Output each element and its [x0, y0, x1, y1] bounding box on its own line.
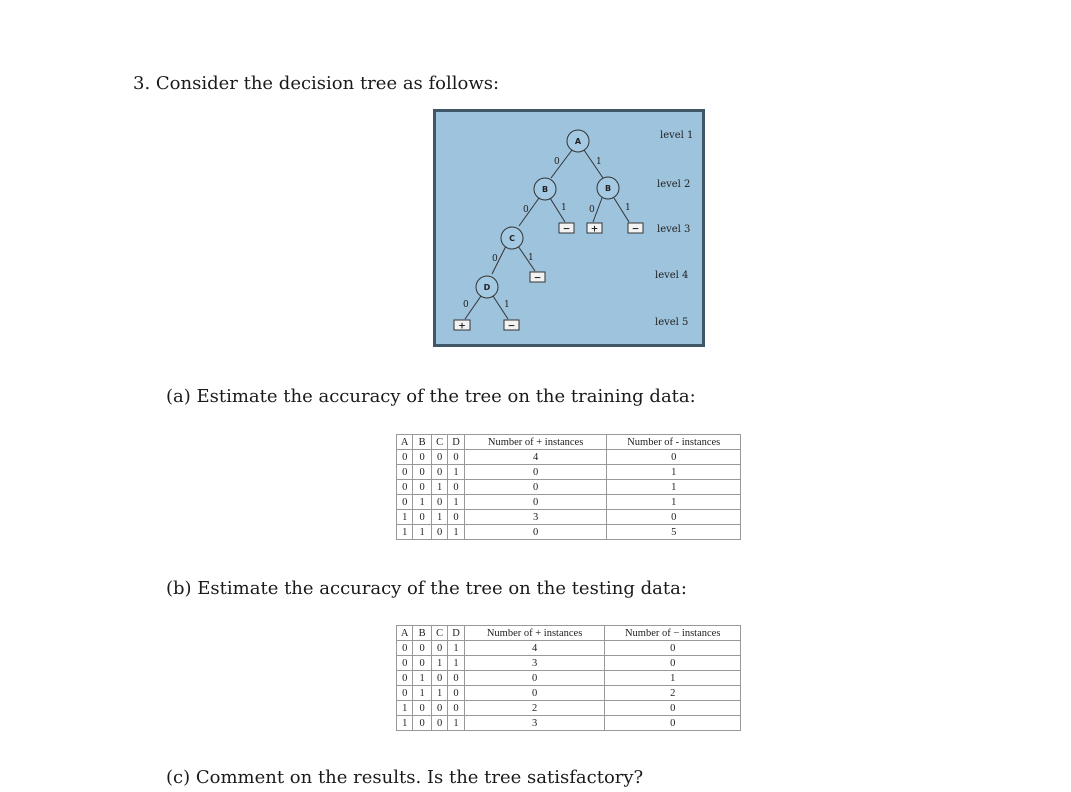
leaf-d-right-label: −	[507, 321, 516, 332]
table-cell: 1	[448, 641, 464, 656]
table-cell: 1	[413, 686, 431, 701]
table-cell: 0	[607, 450, 741, 465]
decision-tree-figure	[433, 109, 705, 347]
table-cell: 2	[605, 686, 741, 701]
table-cell: 4	[464, 450, 607, 465]
table-header-row	[397, 435, 741, 450]
table-row	[397, 656, 741, 671]
table-cell: 1	[397, 510, 413, 525]
leaf-br-left-label: +	[590, 224, 599, 235]
table-cell: 5	[607, 525, 741, 540]
table-cell: 0	[413, 450, 431, 465]
header-plus-count: Number of + instances	[464, 435, 607, 450]
part-b-prompt: (b) Estimate the accuracy of the tree on the testing data:	[166, 578, 687, 599]
table-cell: 0	[431, 465, 447, 480]
table-cell: 0	[431, 716, 447, 731]
table-cell: 0	[605, 641, 741, 656]
testing-table-body	[397, 641, 741, 731]
table-cell: 0	[464, 671, 605, 686]
table-cell: 0	[413, 716, 431, 731]
table-cell: 1	[397, 525, 413, 540]
header-a: A	[397, 435, 413, 450]
leaf-c-right-label: −	[533, 273, 542, 284]
edge-label-bl-right: 1	[561, 203, 567, 213]
table-cell: 0	[397, 480, 413, 495]
table-cell: 0	[464, 465, 607, 480]
testing-data-table	[396, 625, 741, 731]
node-d-label: D	[483, 283, 491, 292]
table-cell: 1	[448, 656, 464, 671]
table-row	[397, 525, 741, 540]
table-cell: 1	[397, 701, 413, 716]
table-cell: 0	[607, 510, 741, 525]
table-cell: 0	[431, 525, 447, 540]
leaf-br-right-label: −	[631, 224, 640, 235]
table-row	[397, 465, 741, 480]
table-row	[397, 495, 741, 510]
header-b: B	[413, 626, 431, 641]
node-c-label: C	[509, 234, 515, 243]
edge-bl-c	[519, 198, 539, 226]
edge-label-a-left: 0	[554, 157, 560, 167]
table-cell: 0	[397, 656, 413, 671]
leaf-bl-right-label: −	[562, 224, 571, 235]
level-label-5: level 5	[655, 317, 689, 328]
table-cell: 1	[448, 495, 464, 510]
table-row	[397, 480, 741, 495]
table-cell: 0	[397, 450, 413, 465]
table-cell: 1	[431, 480, 447, 495]
table-cell: 0	[464, 525, 607, 540]
table-row	[397, 671, 741, 686]
table-cell: 1	[431, 656, 447, 671]
level-label-4: level 4	[655, 270, 689, 281]
level-label-1: level 1	[660, 130, 694, 141]
table-cell: 1	[448, 465, 464, 480]
edge-label-d-left: 0	[463, 300, 469, 310]
table-cell: 0	[448, 671, 464, 686]
table-cell: 1	[413, 671, 431, 686]
table-cell: 0	[413, 480, 431, 495]
table-cell: 0	[605, 656, 741, 671]
training-table-body	[397, 450, 741, 540]
table-header-row	[397, 626, 741, 641]
table-cell: 0	[448, 701, 464, 716]
table-cell: 0	[605, 716, 741, 731]
table-cell: 0	[464, 495, 607, 510]
table-row	[397, 641, 741, 656]
table-cell: 0	[413, 510, 431, 525]
table-row	[397, 701, 741, 716]
table-cell: 3	[464, 716, 605, 731]
table-cell: 1	[431, 686, 447, 701]
table-cell: 0	[431, 495, 447, 510]
training-data-table	[396, 434, 741, 540]
header-c: C	[431, 626, 447, 641]
node-b-left-label: B	[541, 185, 549, 194]
table-cell: 0	[397, 641, 413, 656]
header-d: D	[448, 435, 464, 450]
header-d: D	[448, 626, 464, 641]
header-minus-count: Number of - instances	[607, 435, 741, 450]
table-cell: 1	[413, 525, 431, 540]
table-cell: 1	[413, 495, 431, 510]
table-cell: 1	[431, 510, 447, 525]
table-cell: 1	[607, 495, 741, 510]
header-minus-count: Number of − instances	[605, 626, 741, 641]
table-cell: 0	[448, 686, 464, 701]
table-cell: 0	[464, 480, 607, 495]
level-label-2: level 2	[657, 179, 691, 190]
table-row	[397, 510, 741, 525]
table-cell: 0	[397, 465, 413, 480]
part-c-prompt: (c) Comment on the results. Is the tree satisfactory?	[166, 767, 644, 788]
table-cell: 4	[464, 641, 605, 656]
table-row	[397, 450, 741, 465]
table-cell: 0	[431, 671, 447, 686]
table-cell: 1	[448, 716, 464, 731]
question-title: 3. Consider the decision tree as follows:	[133, 73, 500, 94]
header-c: C	[431, 435, 447, 450]
table-row	[397, 686, 741, 701]
table-cell: 1	[605, 671, 741, 686]
table-cell: 3	[464, 510, 607, 525]
decision-tree-diagram	[436, 112, 702, 344]
table-cell: 3	[464, 656, 605, 671]
table-cell: 0	[397, 671, 413, 686]
table-cell: 0	[397, 495, 413, 510]
header-a: A	[397, 626, 413, 641]
table-row	[397, 716, 741, 731]
edge-label-d-right: 1	[504, 300, 510, 310]
node-b-right-label: B	[604, 184, 612, 193]
table-cell: 1	[607, 480, 741, 495]
table-cell: 0	[413, 641, 431, 656]
table-cell: 0	[413, 465, 431, 480]
table-cell: 0	[413, 656, 431, 671]
table-cell: 2	[464, 701, 605, 716]
edge-label-bl-left: 0	[523, 205, 529, 215]
table-cell: 0	[464, 686, 605, 701]
table-cell: 1	[397, 716, 413, 731]
table-cell: 0	[431, 641, 447, 656]
table-cell: 0	[431, 450, 447, 465]
table-cell: 0	[448, 450, 464, 465]
edge-label-c-right: 1	[528, 253, 534, 263]
table-cell: 0	[397, 686, 413, 701]
edge-label-c-left: 0	[492, 254, 498, 264]
leaf-d-left-label: +	[458, 321, 466, 332]
node-a-label: A	[574, 137, 582, 146]
edge-label-a-right: 1	[596, 157, 602, 167]
table-cell: 0	[448, 480, 464, 495]
part-a-prompt: (a) Estimate the accuracy of the tree on the training data:	[166, 386, 696, 407]
level-label-3: level 3	[657, 224, 691, 235]
table-cell: 1	[448, 525, 464, 540]
table-cell: 1	[607, 465, 741, 480]
edge-label-br-left: 0	[589, 205, 595, 215]
table-cell: 0	[413, 701, 431, 716]
header-b: B	[413, 435, 431, 450]
edge-label-br-right: 1	[625, 203, 631, 213]
table-cell: 0	[448, 510, 464, 525]
table-cell: 0	[431, 701, 447, 716]
header-plus-count: Number of + instances	[464, 626, 605, 641]
table-cell: 0	[605, 701, 741, 716]
